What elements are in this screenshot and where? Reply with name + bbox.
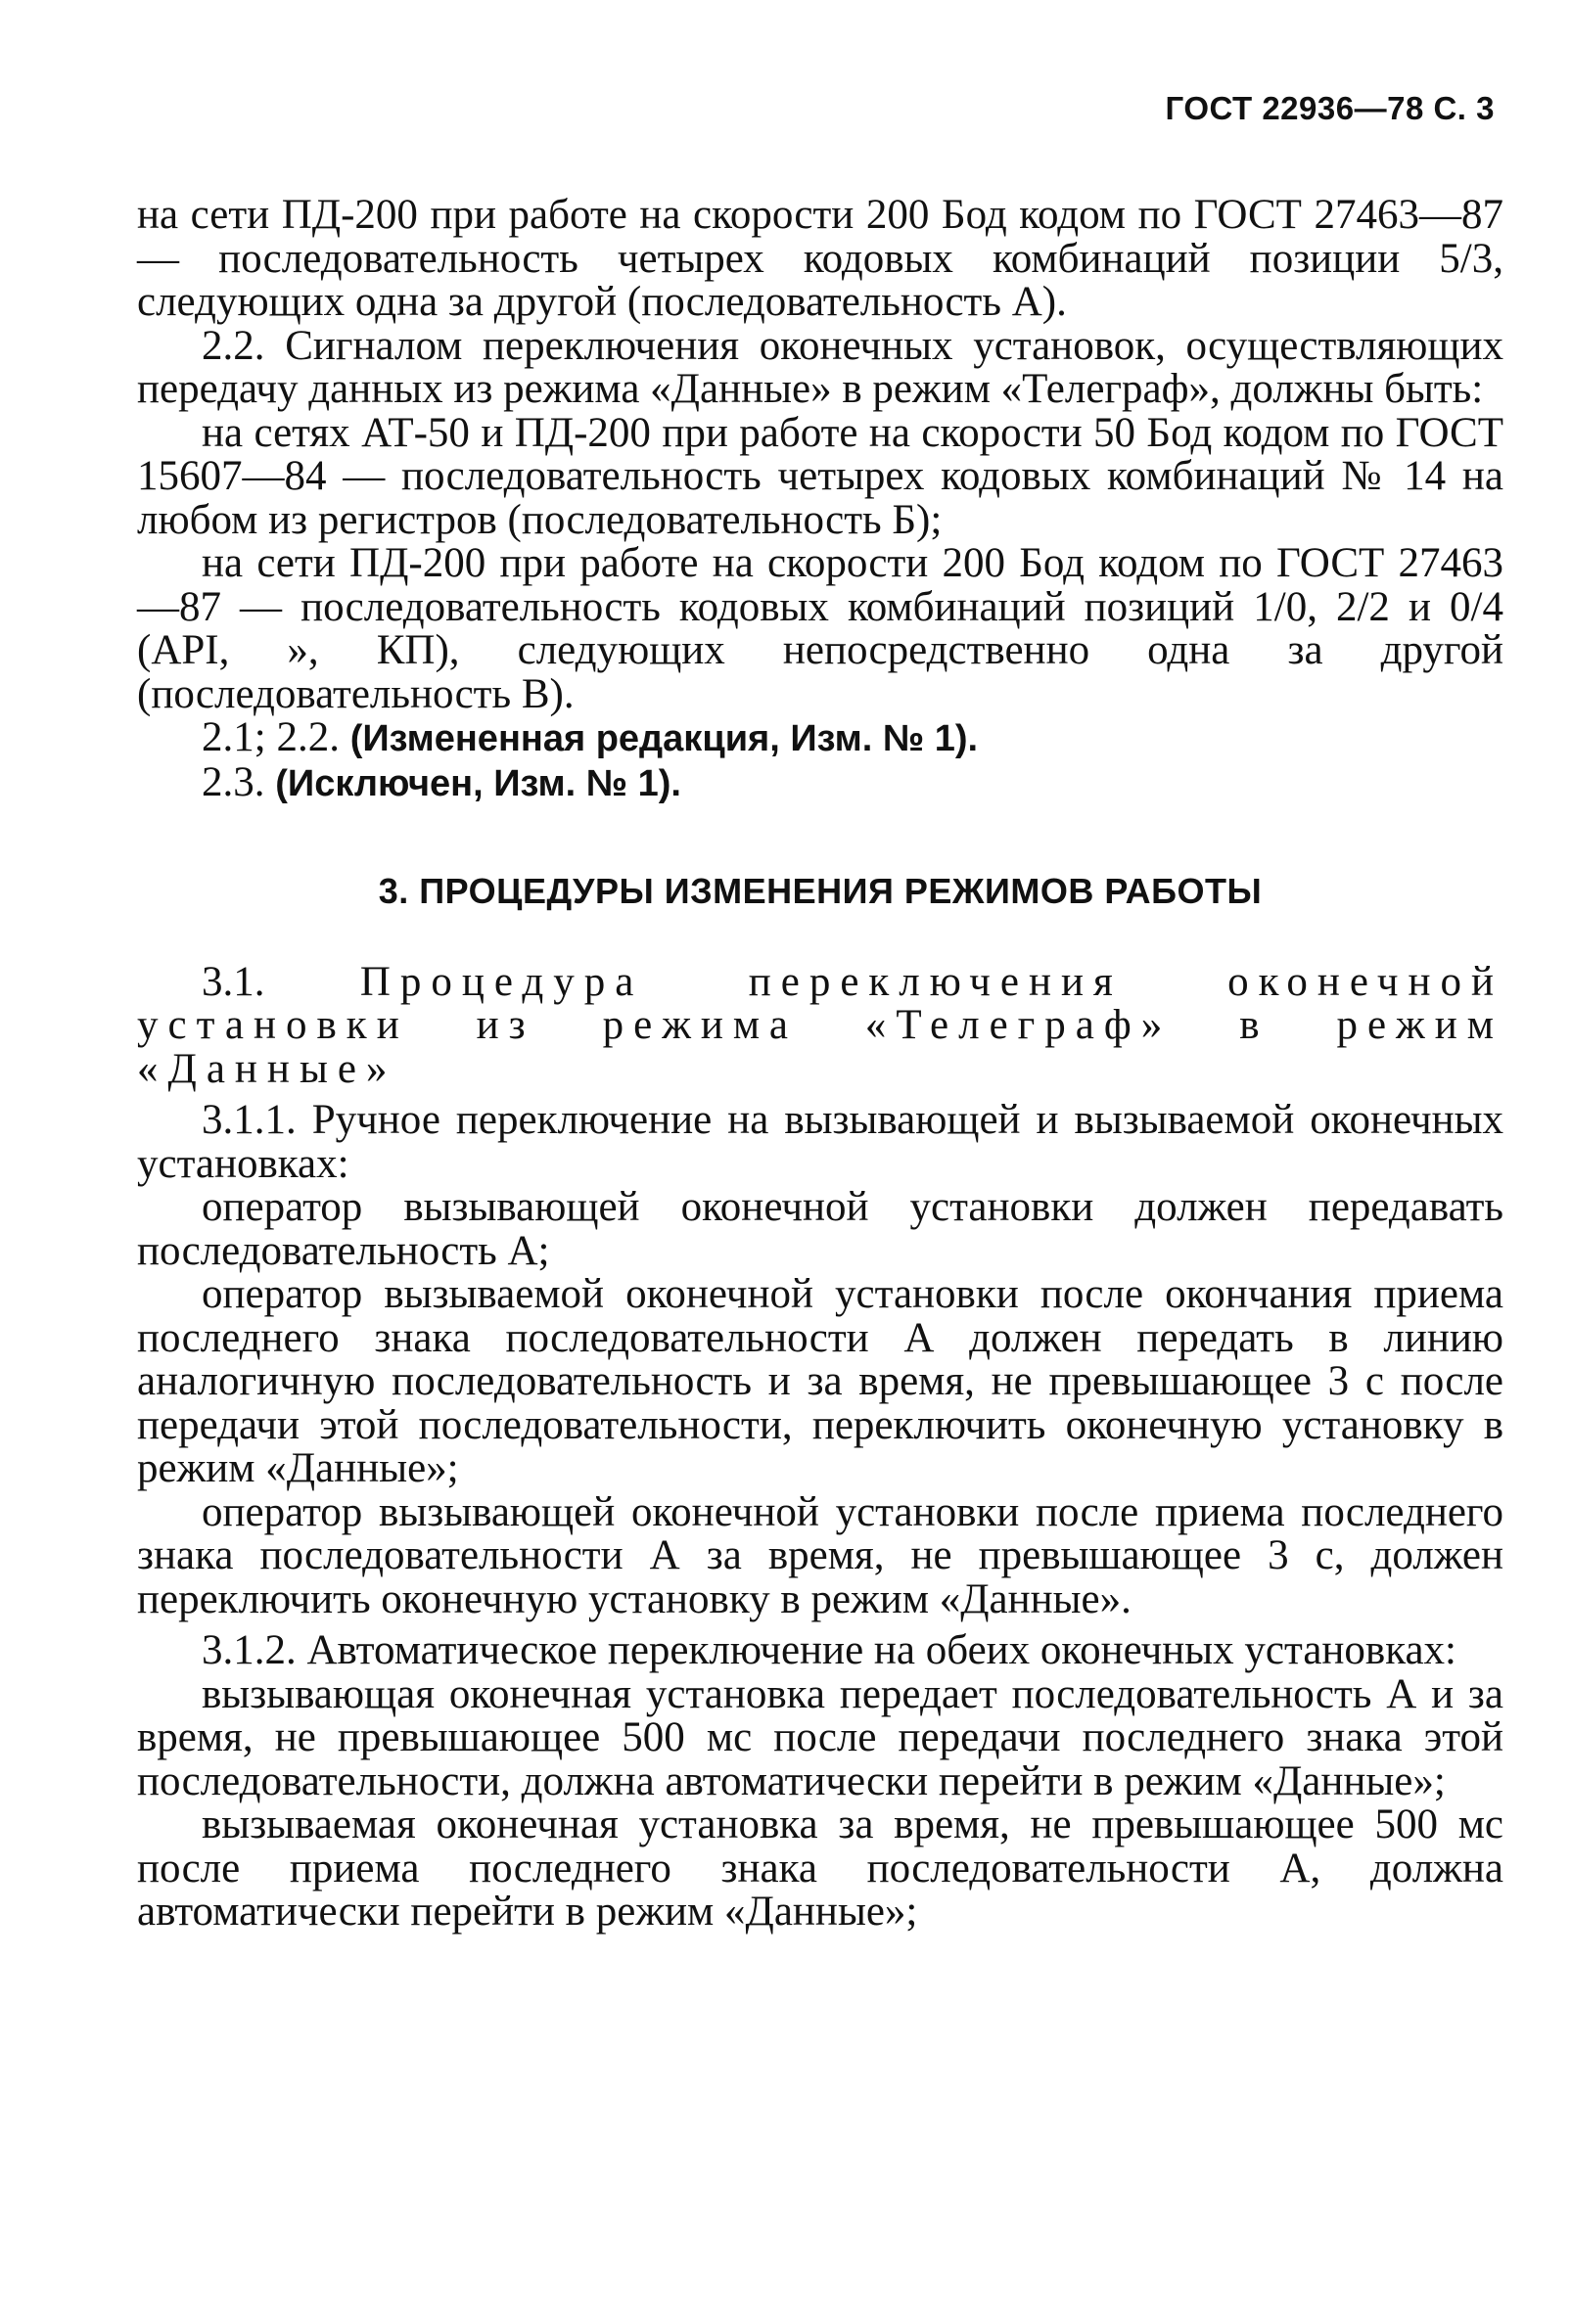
amendment-note: [137, 758, 1503, 806]
paragraph: на сети ПД-200 при работе на скорости 200 Бод кодом по ГОСТ 27463—87 — последовательность четырех кодовых комбинаций позиции 5/3, следующих одна за другой (последовательность А).: [137, 192, 1503, 325]
body-text: [137, 194, 1503, 1935]
subsection-heading: [137, 958, 1503, 1092]
paragraph: вызываемая оконечная установка за время, не превышающее 500 мс после приема последнего знака последовательности А, должна автоматически перейти в режим «Данные»;: [137, 1801, 1503, 1935]
clause-ref: 2.3.: [202, 758, 265, 805]
amendment-text: (Исключен, Изм. № 1).: [275, 762, 681, 804]
paragraph: 2.2. Сигналом переключения оконечных установок, осуществляющих передачу данных из режима «Данные» в режим «Телеграф», должны быть:: [137, 322, 1503, 412]
paragraph: оператор вызывающей оконечной установки должен передавать последовательность А;: [137, 1184, 1503, 1274]
subsection-title: Процедура переключения оконечной установки из режима «Телеграф» в режим «Данные»: [137, 958, 1503, 1092]
paragraph: на сети ПД-200 при работе на скорости 200 Бод кодом по ГОСТ 27463—87 — последовательность кодовых комбинаций позиций 1/0, 2/2 и 0/4 (API, », КП), следующих непосредственно одна за другой (последовательность В).: [137, 540, 1503, 717]
paragraph: оператор вызывающей оконечной установки после приема последнего знака последовательности А за время, не превышающее 3 с, должен переключить оконечную установку в режим «Данные».: [137, 1488, 1503, 1622]
page-header: ГОСТ 22936—78 С. 3: [1165, 90, 1495, 126]
section-title: 3. ПРОЦЕДУРЫ ИЗМЕНЕНИЯ РЕЖИМОВ РАБОТЫ: [378, 871, 1263, 911]
clause-ref: 3.1.: [202, 958, 265, 1005]
clause-ref: 2.1; 2.2.: [202, 714, 340, 760]
amendment-note: [137, 716, 1503, 761]
paragraph: 3.1.1. Ручное переключение на вызывающей и вызываемой оконечных установках:: [137, 1097, 1503, 1187]
paragraph: оператор вызываемой оконечной установки после окончания приема последнего знака последовательности А должен передать в линию аналогичную последовательность и за время, не превышающее 3 с после передачи этой последовательности, переключить оконечную установку в режим «Данные»;: [137, 1271, 1503, 1491]
amendment-text: (Измененная редакция, Изм. № 1).: [349, 718, 979, 759]
paragraph: на сетях АТ-50 и ПД-200 при работе на скорости 50 Бод кодом по ГОСТ 15607—84 — последовательность четырех кодовых комбинаций № 14 на любом из регистров (последовательность Б);: [137, 409, 1503, 543]
paragraph: 3.1.2. Автоматическое переключение на обеих оконечных установках:: [202, 1627, 1457, 1673]
paragraph: вызывающая оконечная установка передает последовательность А и за время, не превышающее 500 мс после передачи последнего знака этой последовательности, должна автоматически перейти в режим «Данные»;: [137, 1670, 1503, 1804]
